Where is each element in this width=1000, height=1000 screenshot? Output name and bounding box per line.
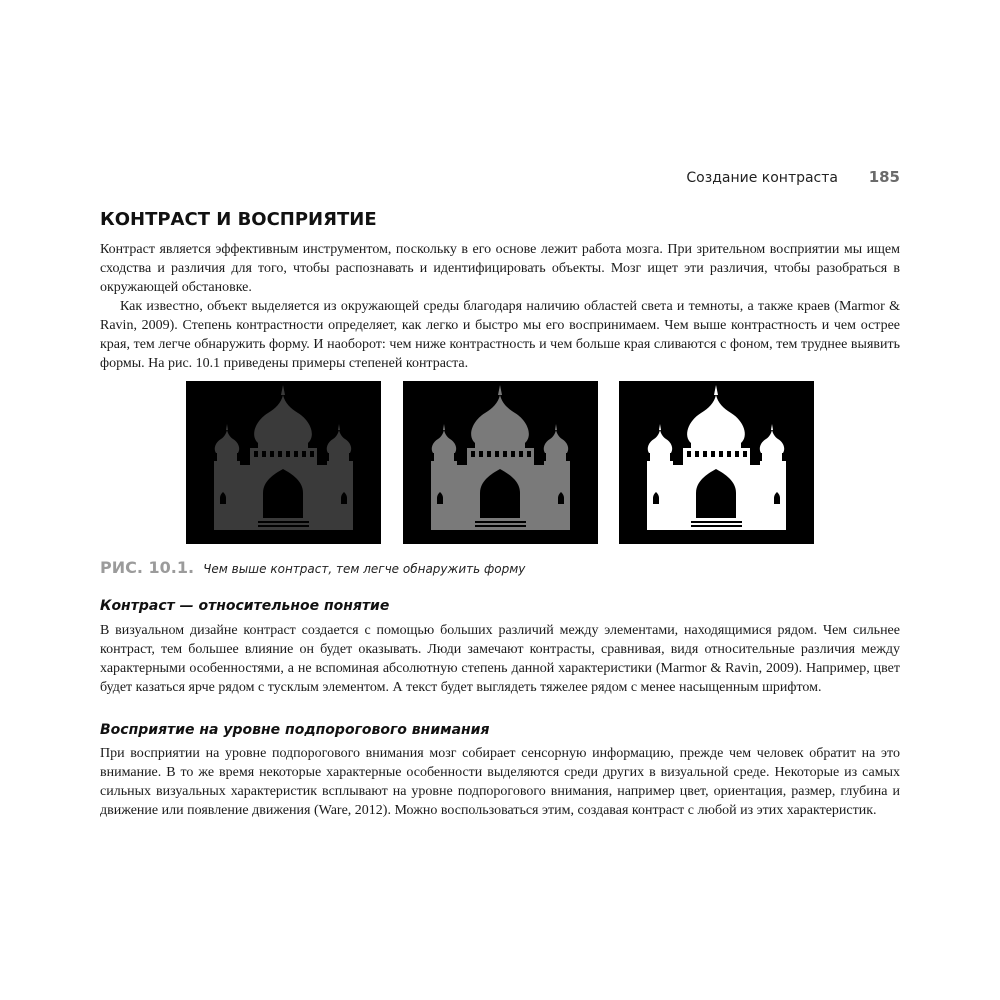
mosque-shape <box>647 385 786 530</box>
intro-paragraph: Контраст является эффективным инструментом, поскольку в его основе лежит работа мозга. При зрительном восприятии мы ищем сходства и различия для того, чтобы распознавать и идентифицировать объекты. Мозг ищет эти различия, чтобы разобраться в окружающей обстановке. <box>100 242 900 295</box>
mosque-silhouette-high <box>619 381 814 544</box>
body-paragraph: Как известно, объект выделяется из окружающей среды благодаря наличию областей света и темноты, а также краев (Marmor & Ravin, 2009). Степень контрастности определяет, как легко и быстро мы его воспринимаем. Чем выше контрастность и чем острее края, тем легче обнаружить форму. И наоборот: чем ниже контрастность и чем больше края сливаются с фоном, тем труднее выявить формы. На рис. 10.1 приведены примеры степеней контраста. <box>100 299 900 371</box>
mosque-silhouette-medium <box>403 381 598 544</box>
preattentive-paragraph: При восприятии на уровне подпорогового внимания мозг собирает сенсорную информацию, прежде чем человек обратит на это внимание. В то же время некоторые характерные особенности выделяются среди других в визуальной среде. Некоторые из самых сильных визуальных характеристик всплывают на уровне подпорогового внимания, например цвет, ориентация, размер, глубина и движение или появление движения (Ware, 2012). Можно воспользоваться этим, создавая контраст с любой из этих характеристик. <box>100 746 900 818</box>
relative-contrast-paragraph: В визуальном дизайне контраст создается с помощью больших различий между элементами, находящимися рядом. Чем сильнее контраст, тем большее влияние он будет оказывать. Люди замечают контрасты, сравнивая, видя относительные различия между характерными особенностями, а не вспоминая абсолютную степень данной характеристики (Marmor & Ravin, 2009). Например, цвет будет казаться ярче рядом с тусклым элементом. А текст будет выглядеть тяжелее рядом с менее насыщенным шрифтом. <box>100 623 900 695</box>
figure-caption-text: Чем выше контраст, тем легче обнаружить форму <box>203 562 526 576</box>
subheading-preattentive: Восприятие на уровне подпорогового внимания <box>100 722 490 738</box>
running-head-section: Создание контраста <box>686 170 838 186</box>
section-heading: КОНТРАСТ И ВОСПРИЯТИЕ <box>100 209 377 230</box>
subheading-relative-contrast: Контраст — относительное понятие <box>100 598 390 614</box>
figure-contrast-examples <box>186 381 814 544</box>
mosque-shape <box>214 385 353 530</box>
running-head <box>100 168 900 190</box>
high-contrast-panel <box>619 381 814 544</box>
page-number: 185 <box>868 168 900 186</box>
mosque-shape <box>431 385 570 530</box>
figure-caption <box>100 558 900 577</box>
low-contrast-panel <box>186 381 381 544</box>
mosque-silhouette-low <box>186 381 381 544</box>
figure-label: РИС. 10.1. <box>100 558 195 577</box>
medium-contrast-panel <box>403 381 598 544</box>
